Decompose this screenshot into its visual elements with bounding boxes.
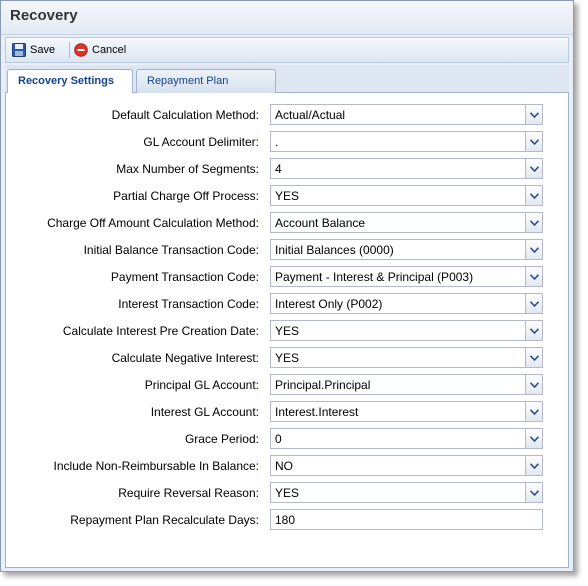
form-row	[6, 293, 566, 315]
chevron-down-icon	[530, 166, 539, 172]
field-value: 4	[275, 162, 282, 176]
dropdown-trigger[interactable]	[525, 132, 542, 151]
dropdown-field[interactable]	[270, 212, 543, 233]
save-button[interactable]	[12, 41, 55, 59]
field-label: Interest Transaction Code:	[118, 297, 259, 311]
field-value: YES	[275, 324, 300, 338]
dropdown-trigger[interactable]	[525, 240, 542, 259]
chevron-down-icon	[530, 139, 539, 145]
form-row	[6, 401, 566, 423]
dropdown-field[interactable]	[270, 374, 543, 395]
window-title: Recovery	[10, 7, 78, 24]
cancel-label: Cancel	[92, 44, 127, 56]
form-row	[6, 131, 566, 153]
dropdown-trigger[interactable]	[525, 348, 542, 367]
form-row	[6, 185, 566, 207]
field-value: Interest.Interest	[275, 405, 359, 419]
text-field[interactable]	[270, 509, 543, 530]
tab-recovery-settings[interactable]: Recovery Settings	[7, 69, 133, 94]
dropdown-field[interactable]	[270, 347, 543, 368]
dropdown-trigger[interactable]	[525, 159, 542, 178]
window-titlebar	[1, 1, 573, 35]
form-row	[6, 374, 566, 396]
form-row	[6, 266, 566, 288]
field-label: Max Number of Segments:	[116, 162, 259, 176]
field-value: Actual/Actual	[275, 108, 346, 122]
field-value: 180	[275, 513, 296, 527]
form-row	[6, 104, 566, 126]
field-value: Principal.Principal	[275, 378, 371, 392]
field-value: Payment - Interest & Principal (P003)	[275, 270, 474, 284]
dropdown-trigger[interactable]	[525, 105, 542, 124]
field-label: Default Calculation Method:	[111, 108, 259, 122]
dropdown-field[interactable]	[270, 482, 543, 503]
dropdown-field[interactable]	[270, 239, 543, 260]
chevron-down-icon	[530, 274, 539, 280]
chevron-down-icon	[530, 247, 539, 253]
field-value: .	[275, 135, 279, 149]
field-label: Payment Transaction Code:	[110, 270, 259, 284]
toolbar-separator	[69, 42, 70, 58]
cancel-circle-icon	[74, 43, 88, 57]
toolbar	[5, 37, 569, 63]
field-label: Partial Charge Off Process:	[113, 189, 259, 203]
dropdown-field[interactable]	[270, 401, 543, 422]
form-row	[6, 212, 566, 234]
dropdown-trigger[interactable]	[525, 267, 542, 286]
dropdown-field[interactable]	[270, 185, 543, 206]
dropdown-field[interactable]	[270, 293, 543, 314]
chevron-down-icon	[530, 301, 539, 307]
field-label: Repayment Plan Recalculate Days:	[70, 513, 259, 527]
dropdown-field[interactable]	[270, 158, 543, 179]
dropdown-field[interactable]	[270, 131, 543, 152]
dropdown-trigger[interactable]	[525, 483, 542, 502]
field-value: Account Balance	[275, 216, 366, 230]
field-value: Initial Balances (0000)	[275, 243, 394, 257]
field-label: Initial Balance Transaction Code:	[83, 243, 259, 257]
field-label: Calculate Interest Pre Creation Date:	[62, 324, 259, 338]
chevron-down-icon	[530, 409, 539, 415]
chevron-down-icon	[530, 328, 539, 334]
form-row	[6, 158, 566, 180]
dropdown-trigger[interactable]	[525, 429, 542, 448]
chevron-down-icon	[530, 490, 539, 496]
field-label: Principal GL Account:	[144, 378, 259, 392]
dropdown-trigger[interactable]	[525, 186, 542, 205]
chevron-down-icon	[530, 382, 539, 388]
field-label: Require Reversal Reason:	[118, 486, 259, 500]
dropdown-trigger[interactable]	[525, 402, 542, 421]
chevron-down-icon	[530, 193, 539, 199]
field-value: YES	[275, 486, 300, 500]
dropdown-trigger[interactable]	[525, 375, 542, 394]
form-row	[6, 482, 566, 504]
field-value: Interest Only (P002)	[275, 297, 383, 311]
dropdown-field[interactable]	[270, 320, 543, 341]
dropdown-trigger[interactable]	[525, 294, 542, 313]
dropdown-trigger[interactable]	[525, 213, 542, 232]
chevron-down-icon	[530, 220, 539, 226]
chevron-down-icon	[530, 355, 539, 361]
form-row	[6, 347, 566, 369]
form-row	[6, 320, 566, 342]
field-label: GL Account Delimiter:	[143, 135, 259, 149]
field-label: Grace Period:	[184, 432, 259, 446]
field-value: YES	[275, 351, 300, 365]
dropdown-field[interactable]	[270, 428, 543, 449]
field-label: Interest GL Account:	[150, 405, 259, 419]
floppy-disk-icon	[12, 43, 26, 57]
field-label: Calculate Negative Interest:	[111, 351, 259, 365]
field-label: Include Non-Reimbursable In Balance:	[53, 459, 259, 473]
field-value: YES	[275, 189, 300, 203]
chevron-down-icon	[530, 112, 539, 118]
chevron-down-icon	[530, 463, 539, 469]
settings-panel	[5, 93, 569, 568]
field-label: Charge Off Amount Calculation Method:	[47, 216, 259, 230]
dropdown-trigger[interactable]	[525, 456, 542, 475]
dropdown-field[interactable]	[270, 266, 543, 287]
form-row	[6, 455, 566, 477]
cancel-button[interactable]	[74, 41, 126, 59]
form-row	[6, 509, 566, 531]
form-row	[6, 239, 566, 261]
dropdown-trigger[interactable]	[525, 321, 542, 340]
tab-repayment-plan-screens[interactable]: Repayment Plan	[136, 69, 276, 93]
chevron-down-icon	[530, 436, 539, 442]
save-label: Save	[30, 44, 56, 56]
tab-strip	[5, 65, 569, 93]
field-value: NO	[275, 459, 293, 473]
form-row	[6, 428, 566, 450]
dropdown-field[interactable]	[270, 104, 543, 125]
dropdown-field[interactable]	[270, 455, 543, 476]
field-value: 0	[275, 432, 282, 446]
